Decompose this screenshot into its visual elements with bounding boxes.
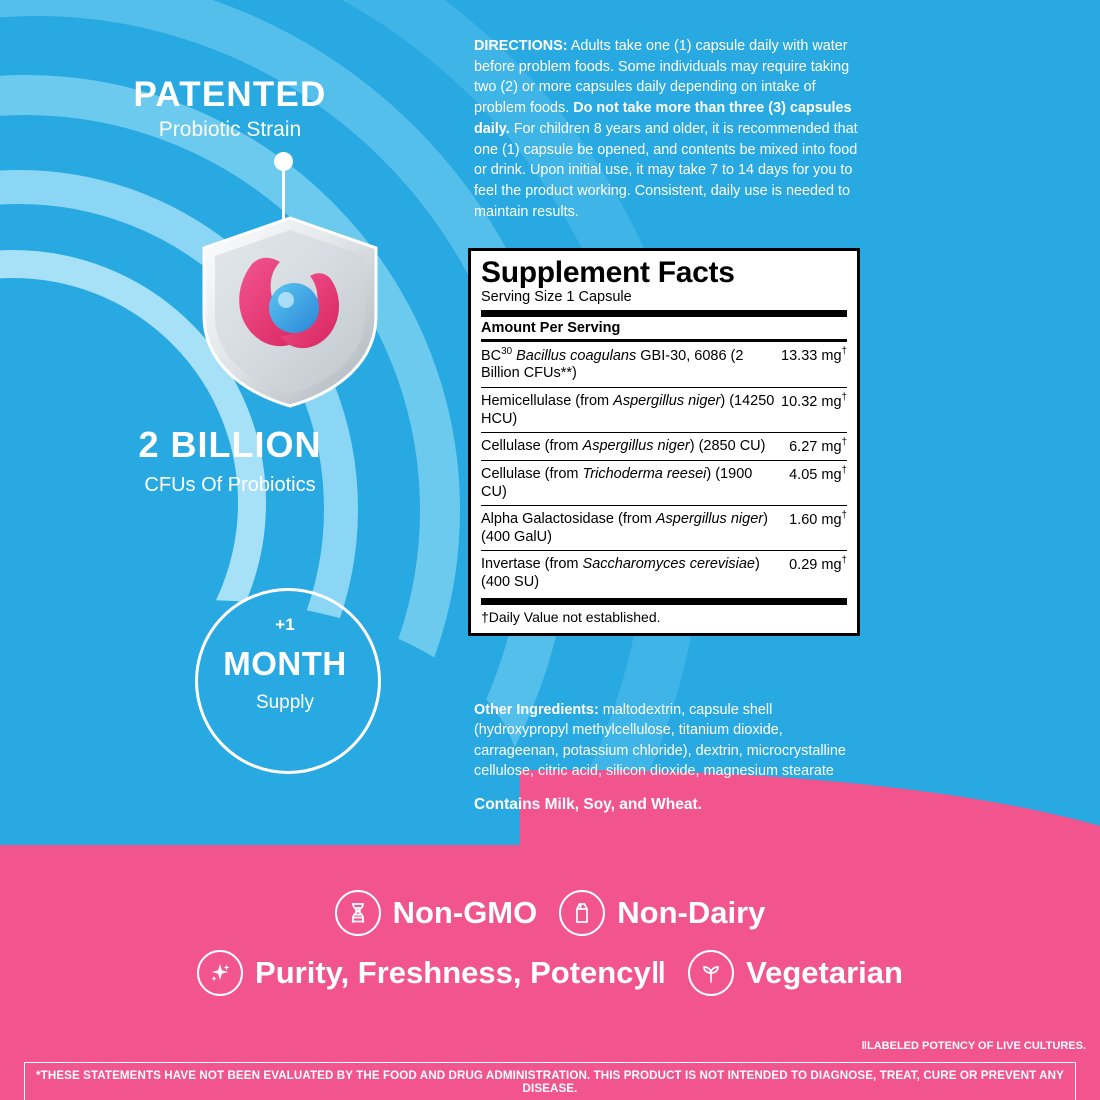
ingredient-name <box>481 432 781 460</box>
claim-label: Purity, Freshness, Potency‖ <box>255 955 667 990</box>
amount-per-serving-header: Amount Per Serving <box>481 319 621 336</box>
claim-vegetarian <box>688 950 903 996</box>
ingredient-amount <box>781 460 847 505</box>
supply-plus-label: +1 <box>275 615 295 634</box>
other-ingredients-body: maltodextrin, capsule shell (hydroxypropyl methylcellulose, titanium dioxide, carrageenan, potassium chloride), dextrin, microcrystalline cellulose, citric acid, silicon dioxide, magnesium stearate <box>474 702 846 780</box>
daily-value-footnote: †Daily Value not established. <box>481 608 661 625</box>
amount-dagger: † <box>841 391 847 403</box>
ingredient-rest: ) (1900 CU) <box>481 465 753 500</box>
shield-icon <box>180 212 400 412</box>
potency-footnote: ‖LABELED POTENCY OF LIVE CULTURES. <box>861 1040 1086 1052</box>
ingredient-rest: ) (14250 HCU) <box>481 392 775 427</box>
ingredient-rest: ) (2850 CU) <box>689 437 766 454</box>
supply-month-label: MONTH <box>223 645 347 682</box>
table-row <box>481 387 847 432</box>
ingredient-italic: Aspergillus niger <box>582 437 690 454</box>
table-row <box>481 506 847 551</box>
ingredient-italic: Trichoderma reesei <box>582 465 707 482</box>
ingredient-prefix: Cellulase (from <box>481 437 583 454</box>
fda-disclaimer: *THESE STATEMENTS HAVE NOT BEEN EVALUATED BY THE FOOD AND DRUG ADMINISTRATION. THIS PRODUCT IS NOT INTENDED TO DIAGNOSE, TREAT, CURE OR PREVENT ANY DISEASE. <box>24 1062 1076 1100</box>
ingredient-italic: Bacillus coagulans <box>516 347 637 364</box>
amount-dagger: † <box>841 436 847 448</box>
claims-section <box>0 890 1100 996</box>
ingredient-rest: GBI-30, 6086 (2 Billion CFUs**) <box>481 347 744 382</box>
ingredient-name <box>481 460 781 505</box>
amount-value: 0.29 mg <box>789 557 842 574</box>
ingredient-italic: Saccharomyces cerevisiae <box>582 556 755 573</box>
amount-value: 13.33 mg <box>781 347 842 364</box>
plant-sprout-icon <box>688 950 734 996</box>
supplement-facts-panel <box>468 248 860 636</box>
table-row <box>481 342 847 388</box>
table-row <box>481 551 847 596</box>
directions-text <box>474 36 866 223</box>
ingredient-rest: ) (400 SU) <box>481 556 760 591</box>
sparkle-icon <box>197 950 243 996</box>
patented-subtitle: Probiotic Strain <box>158 118 302 141</box>
directions-part1: Adults take one (1) capsule daily with water before problem foods. Some individuals may require taking two (2) or more capsules daily depending on intake of problem foods. <box>474 38 850 117</box>
other-ingredients-text <box>474 700 866 782</box>
shield-capsule-graphic <box>180 150 400 410</box>
claim-non-gmo <box>335 890 538 936</box>
claims-row-2 <box>0 950 1100 996</box>
divider-thick <box>481 310 847 317</box>
supplement-facts-title: Supplement Facts <box>481 256 735 289</box>
directions-label: DIRECTIONS: <box>474 38 568 54</box>
amount-value: 4.05 mg <box>789 466 842 483</box>
amount-value: 1.60 mg <box>789 511 842 528</box>
ingredient-superscript: 30 <box>501 345 513 357</box>
supplement-facts-table <box>481 342 847 596</box>
ingredient-name <box>481 387 781 432</box>
directions-part2: For children 8 years and older, it is recommended that one (1) capsule be opened, and contents be mixed into food or drink. Upon initial use, it may take 7 to 14 days for you to feel the product working. Consistent, daily use is needed to maintain results. <box>474 120 858 220</box>
table-row <box>481 432 847 460</box>
ingredient-prefix: Cellulase (from <box>481 465 583 482</box>
amount-value: 6.27 mg <box>789 438 842 455</box>
ingredient-name <box>481 342 781 388</box>
ingredient-prefix: BC <box>481 347 502 364</box>
left-feature-column <box>0 0 460 870</box>
ingredient-amount <box>781 342 847 388</box>
claim-non-dairy <box>559 890 765 936</box>
claim-label: Non-GMO <box>392 895 538 930</box>
claim-label: Non-Dairy <box>617 895 766 930</box>
ingredient-name <box>481 551 781 596</box>
supply-word-label: Supply <box>255 692 315 713</box>
ingredient-rest: ) (400 GalU) <box>481 511 768 546</box>
ingredient-prefix: Hemicellulase (from <box>481 392 614 409</box>
ingredient-prefix: Alpha Galactosidase (from <box>481 511 656 528</box>
allergen-statement: Contains Milk, Soy, and Wheat. <box>474 796 702 813</box>
amount-value: 10.32 mg <box>781 393 842 410</box>
serving-size: Serving Size 1 Capsule <box>481 288 632 305</box>
claim-label: Vegetarian <box>746 955 903 990</box>
amount-dagger: † <box>841 345 847 357</box>
cfu-subtitle: CFUs Of Probiotics <box>144 474 316 496</box>
table-row <box>481 460 847 505</box>
claims-row-1 <box>0 890 1100 936</box>
dna-icon <box>335 890 381 936</box>
ingredient-amount <box>781 551 847 596</box>
patented-title: PATENTED <box>133 75 327 114</box>
ingredient-italic: Aspergillus niger <box>613 392 721 409</box>
milk-carton-icon <box>559 890 605 936</box>
amount-dagger: † <box>841 555 847 567</box>
cfu-title: 2 BILLION <box>138 424 322 465</box>
claim-purity-freshness-potency <box>197 950 666 996</box>
amount-dagger: † <box>841 464 847 476</box>
ingredient-prefix: Invertase (from <box>481 556 583 573</box>
amount-dagger: † <box>841 510 847 522</box>
ingredient-italic: Aspergillus niger <box>655 511 764 528</box>
ingredient-name <box>481 506 781 551</box>
ingredient-amount <box>781 432 847 460</box>
ingredient-amount <box>781 387 847 432</box>
ingredient-amount <box>781 506 847 551</box>
directions-warning: Do not take more than three (3) capsules daily. <box>474 100 852 137</box>
other-ingredients-label: Other Ingredients: <box>474 702 599 718</box>
divider-thick-bottom <box>481 598 847 605</box>
